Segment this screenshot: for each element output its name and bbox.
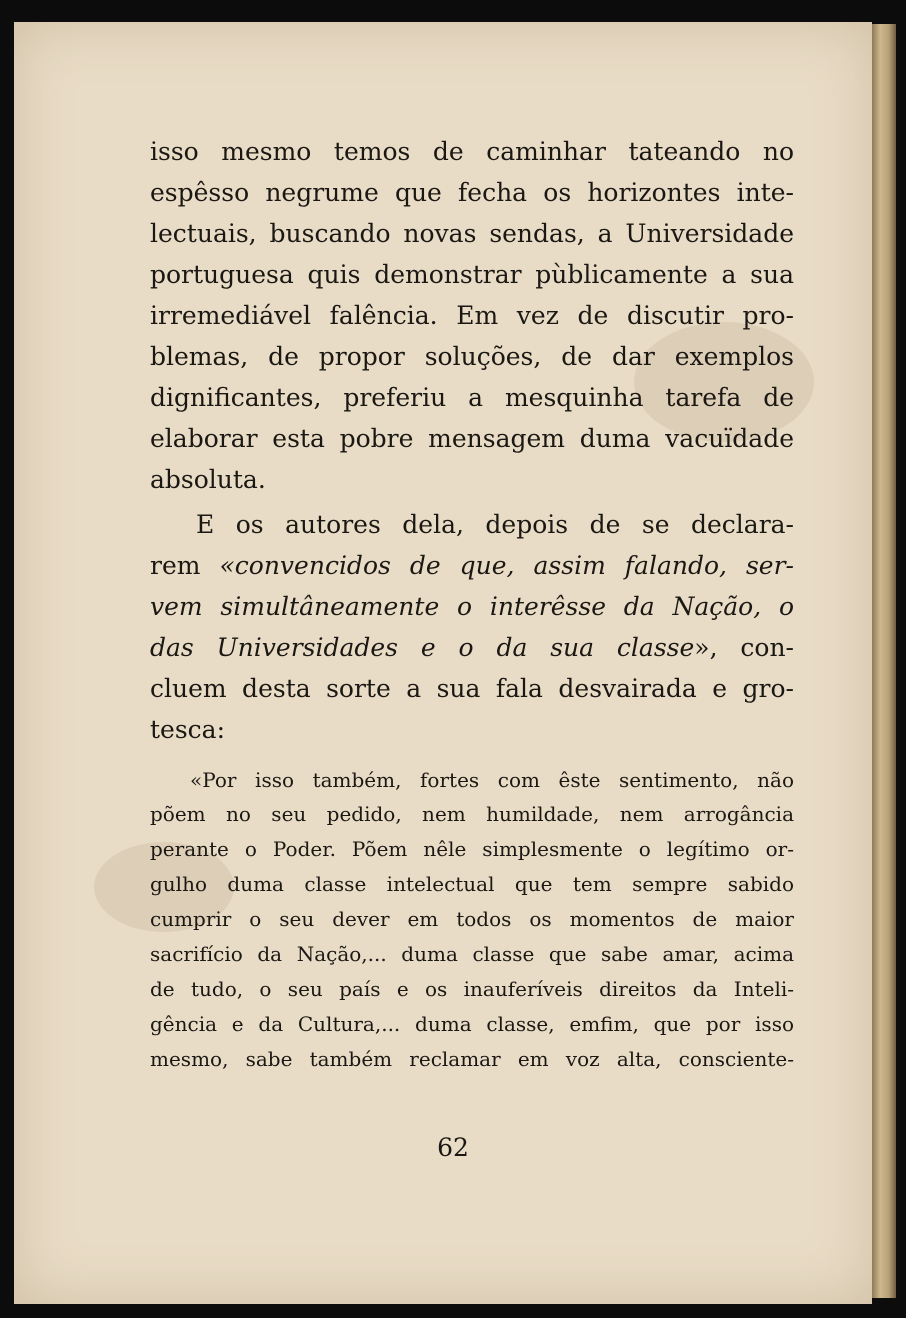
body-line: irremediável falência. Em vez de discutir pro- [150,301,794,330]
paragraph-plain-text: rem [150,551,220,580]
quote-line: põem no seu pedido, nem humildade, nem arrogância [150,802,794,826]
adjacent-page-edge [872,24,896,1298]
body-line: dignificantes, preferiu a mesquinha tarefa de [150,383,794,412]
quote-line: de tudo, o seu país e os inauferíveis direitos da Inteli- [150,977,794,1001]
body-line: absoluta. [150,465,266,494]
paragraph-line [150,545,794,587]
quote-line: gulho duma classe intelectual que tem sempre sabido [150,872,794,896]
paragraph-line [150,627,794,669]
quoted-italic-text: das Universidades e o da sua classe [150,633,695,662]
body-line: portuguesa quis demonstrar pùblicamente a sua [150,260,794,289]
paragraph-plain-text: », con- [694,633,794,662]
quote-line: sacrifício da Nação,... duma classe que sabe amar, acima [150,942,794,966]
body-line: blemas, de propor soluções, de dar exemplos [150,342,794,371]
body-line: elaborar esta pobre mensagem duma vacuïdade [150,424,794,453]
paragraph-line: cluem desta sorte a sua fala desvairada e gro- [150,674,794,703]
quote-line: gência e da Cultura,... duma classe, emfim, que por isso [150,1012,794,1036]
quoted-italic-text: «convencidos de que, assim falando, ser- [219,551,794,580]
body-line: lectuais, buscando novas sendas, a Universidade [150,219,794,248]
quote-line: cumprir o seu dever em todos os momentos de maior [150,907,794,931]
quote-line: mesmo, sabe também reclamar em voz alta, consciente- [150,1047,794,1071]
paragraph-first-line: E os autores dela, depois de se declara- [196,510,794,539]
quote-line: perante o Poder. Põem nêle simplesmente o legítimo or- [150,837,794,861]
quoted-italic-line: vem simultâneamente o interêsse da Nação, o [150,592,794,621]
page-number: 62 [437,1133,469,1162]
body-line: espêsso negrume que fecha os horizontes inte- [150,178,794,207]
quote-line: «Por isso também, fortes com êste sentimento, não [190,768,794,792]
paragraph-line: tesca: [150,715,225,744]
body-line: isso mesmo temos de caminhar tateando no [150,137,794,166]
